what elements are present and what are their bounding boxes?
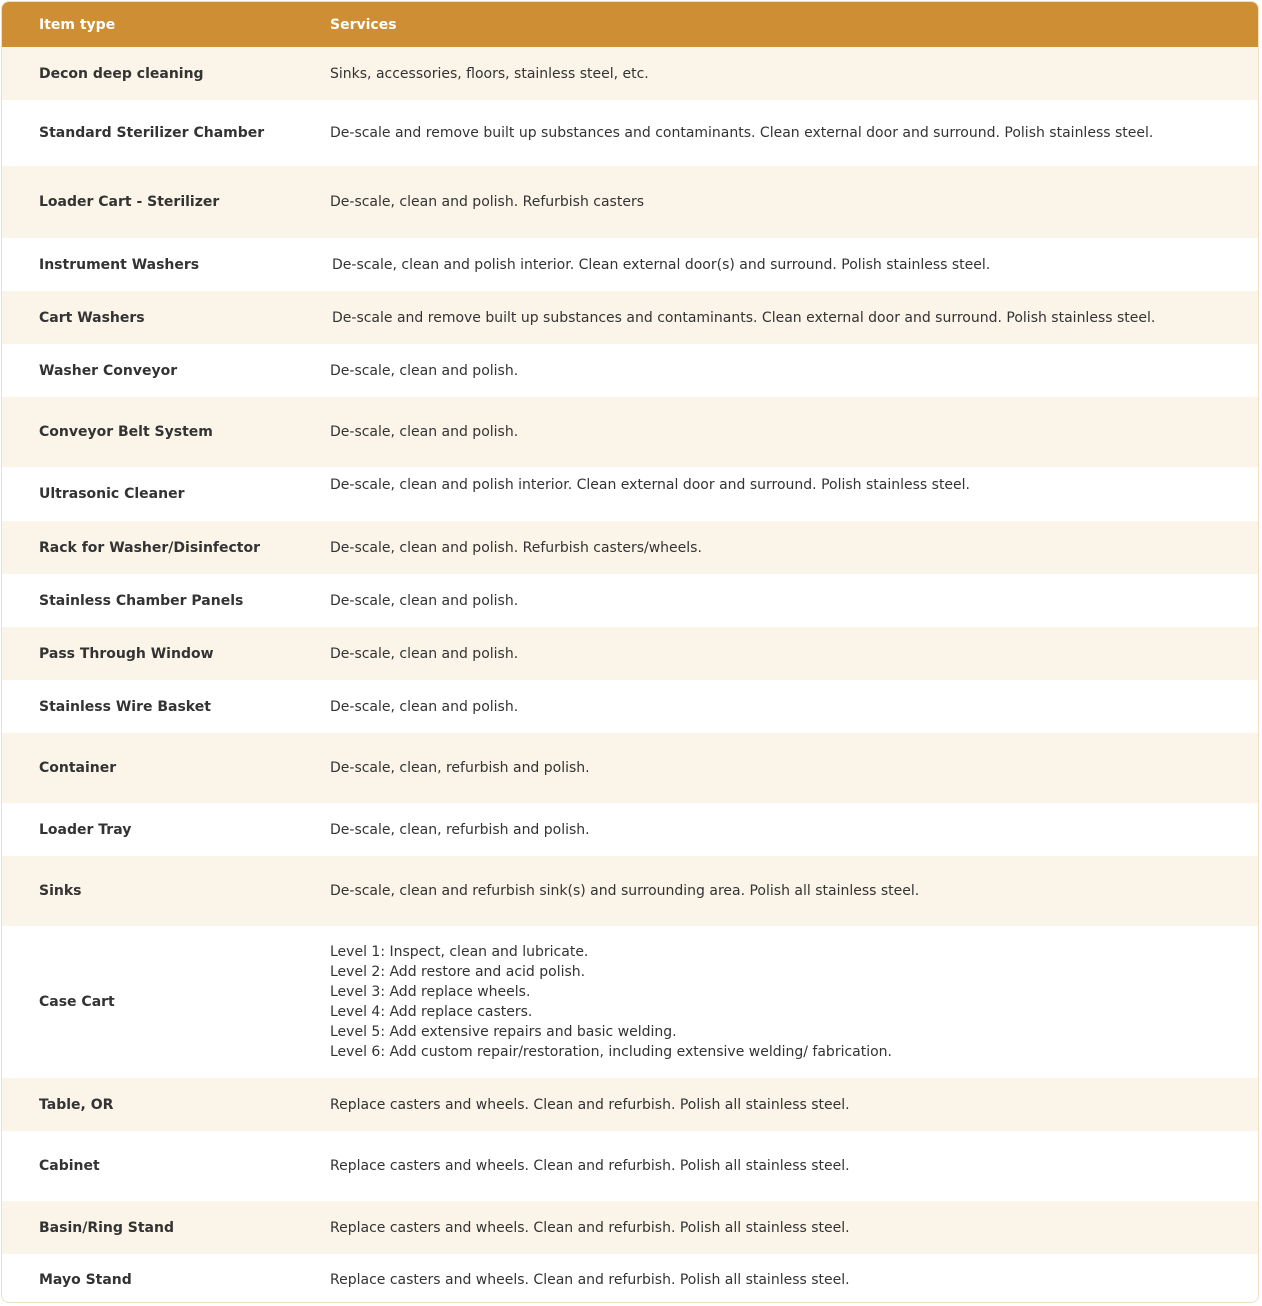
table-row — [2, 803, 1258, 856]
table-row — [2, 627, 1258, 680]
item-type-cell: Pass Through Window — [39, 645, 214, 662]
services-cell: De-scale, clean and polish. Refurbish casters/wheels. — [330, 539, 702, 556]
table-row — [2, 733, 1258, 803]
services-table — [2, 2, 1258, 1303]
table-row — [2, 1078, 1258, 1131]
item-type-cell: Case Cart — [39, 994, 115, 1010]
table-row — [2, 1131, 1258, 1201]
case-cart-level-3: Level 3: Add replace wheels. — [330, 984, 531, 1000]
table-row — [2, 100, 1258, 166]
table-row — [2, 856, 1258, 926]
services-cell: Replace casters and wheels. Clean and refurbish. Polish all stainless steel. — [330, 1096, 850, 1113]
item-type-cell: Decon deep cleaning — [39, 65, 204, 82]
services-cell: De-scale, clean and polish. — [330, 645, 519, 662]
services-cell-levels — [292, 926, 1258, 1078]
table-row-case-cart — [2, 926, 1258, 1078]
item-type-cell: Container — [39, 760, 117, 776]
services-cell: De-scale, clean and polish. — [330, 424, 519, 440]
services-cell: De-scale, clean and polish interior. Clean external door and surround. Polish stainless steel. — [330, 477, 971, 493]
table-row — [2, 47, 1258, 100]
services-cell: De-scale, clean and refurbish sink(s) and surrounding area. Polish all stainless steel. — [330, 883, 920, 899]
item-type-cell: Stainless Wire Basket — [39, 698, 211, 715]
item-type-cell: Rack for Washer/Disinfector — [39, 539, 261, 556]
services-cell: De-scale, clean and polish. — [330, 362, 519, 379]
services-cell: Sinks, accessories, floors, stainless steel, etc. — [330, 65, 649, 82]
services-table-container — [1, 1, 1259, 1303]
case-cart-level-6: Level 6: Add custom repair/restoration, including extensive welding/ fabrication. — [330, 1044, 893, 1060]
item-type-cell: Loader Tray — [39, 821, 132, 838]
case-cart-level-5: Level 5: Add extensive repairs and basic welding. — [330, 1024, 677, 1040]
services-cell: De-scale, clean, refurbish and polish. — [330, 821, 590, 838]
table-row — [2, 238, 1258, 291]
item-type-cell: Standard Sterilizer Chamber — [39, 125, 265, 141]
table-row — [2, 574, 1258, 627]
services-cell: Replace casters and wheels. Clean and refurbish. Polish all stainless steel. — [330, 1219, 850, 1236]
item-type-cell: Loader Cart - Sterilizer — [39, 194, 220, 210]
case-cart-level-1: Level 1: Inspect, clean and lubricate. — [330, 944, 589, 960]
services-cell: De-scale, clean and polish. — [330, 592, 519, 609]
item-type-cell: Instrument Washers — [39, 256, 200, 273]
services-cell: Replace casters and wheels. Clean and refurbish. Polish all stainless steel. — [330, 1158, 850, 1174]
item-type-cell: Mayo Stand — [39, 1271, 132, 1288]
services-cell: De-scale, clean and polish. Refurbish casters — [330, 194, 644, 210]
table-header-row — [2, 2, 1258, 47]
table-row — [2, 521, 1258, 574]
item-type-cell: Stainless Chamber Panels — [39, 592, 244, 609]
header-item-type: Item type — [39, 16, 116, 33]
table-row — [2, 291, 1258, 344]
services-cell: De-scale, clean and polish interior. Clean external door(s) and surround. Polish stainless steel. — [332, 256, 991, 273]
table-row — [2, 1254, 1258, 1303]
table-row — [2, 1201, 1258, 1254]
services-cell: De-scale, clean, refurbish and polish. — [330, 760, 590, 776]
table-row — [2, 344, 1258, 397]
item-type-cell: Cabinet — [39, 1158, 100, 1174]
item-type-cell: Conveyor Belt System — [39, 424, 213, 440]
table-row — [2, 397, 1258, 467]
item-type-cell: Ultrasonic Cleaner — [39, 486, 185, 502]
item-type-cell: Sinks — [39, 883, 82, 899]
header-services: Services — [330, 16, 397, 33]
services-cell: Replace casters and wheels. Clean and refurbish. Polish all stainless steel. — [330, 1271, 850, 1288]
item-type-cell: Basin/Ring Stand — [39, 1219, 174, 1236]
table-row — [2, 680, 1258, 733]
services-cell: De-scale and remove built up substances and contaminants. Clean external door and surround. Polish stainless steel. — [330, 125, 1154, 141]
table-row — [2, 467, 1258, 521]
table-row — [2, 166, 1258, 238]
case-cart-level-4: Level 4: Add replace casters. — [330, 1004, 533, 1020]
item-type-cell: Cart Washers — [39, 309, 145, 326]
case-cart-level-2: Level 2: Add restore and acid polish. — [330, 964, 586, 980]
services-cell: De-scale and remove built up substances and contaminants. Clean external door and surround. Polish stainless steel. — [332, 309, 1156, 326]
item-type-cell: Table, OR — [39, 1096, 114, 1113]
services-cell: De-scale, clean and polish. — [330, 698, 519, 715]
item-type-cell: Washer Conveyor — [39, 362, 178, 379]
